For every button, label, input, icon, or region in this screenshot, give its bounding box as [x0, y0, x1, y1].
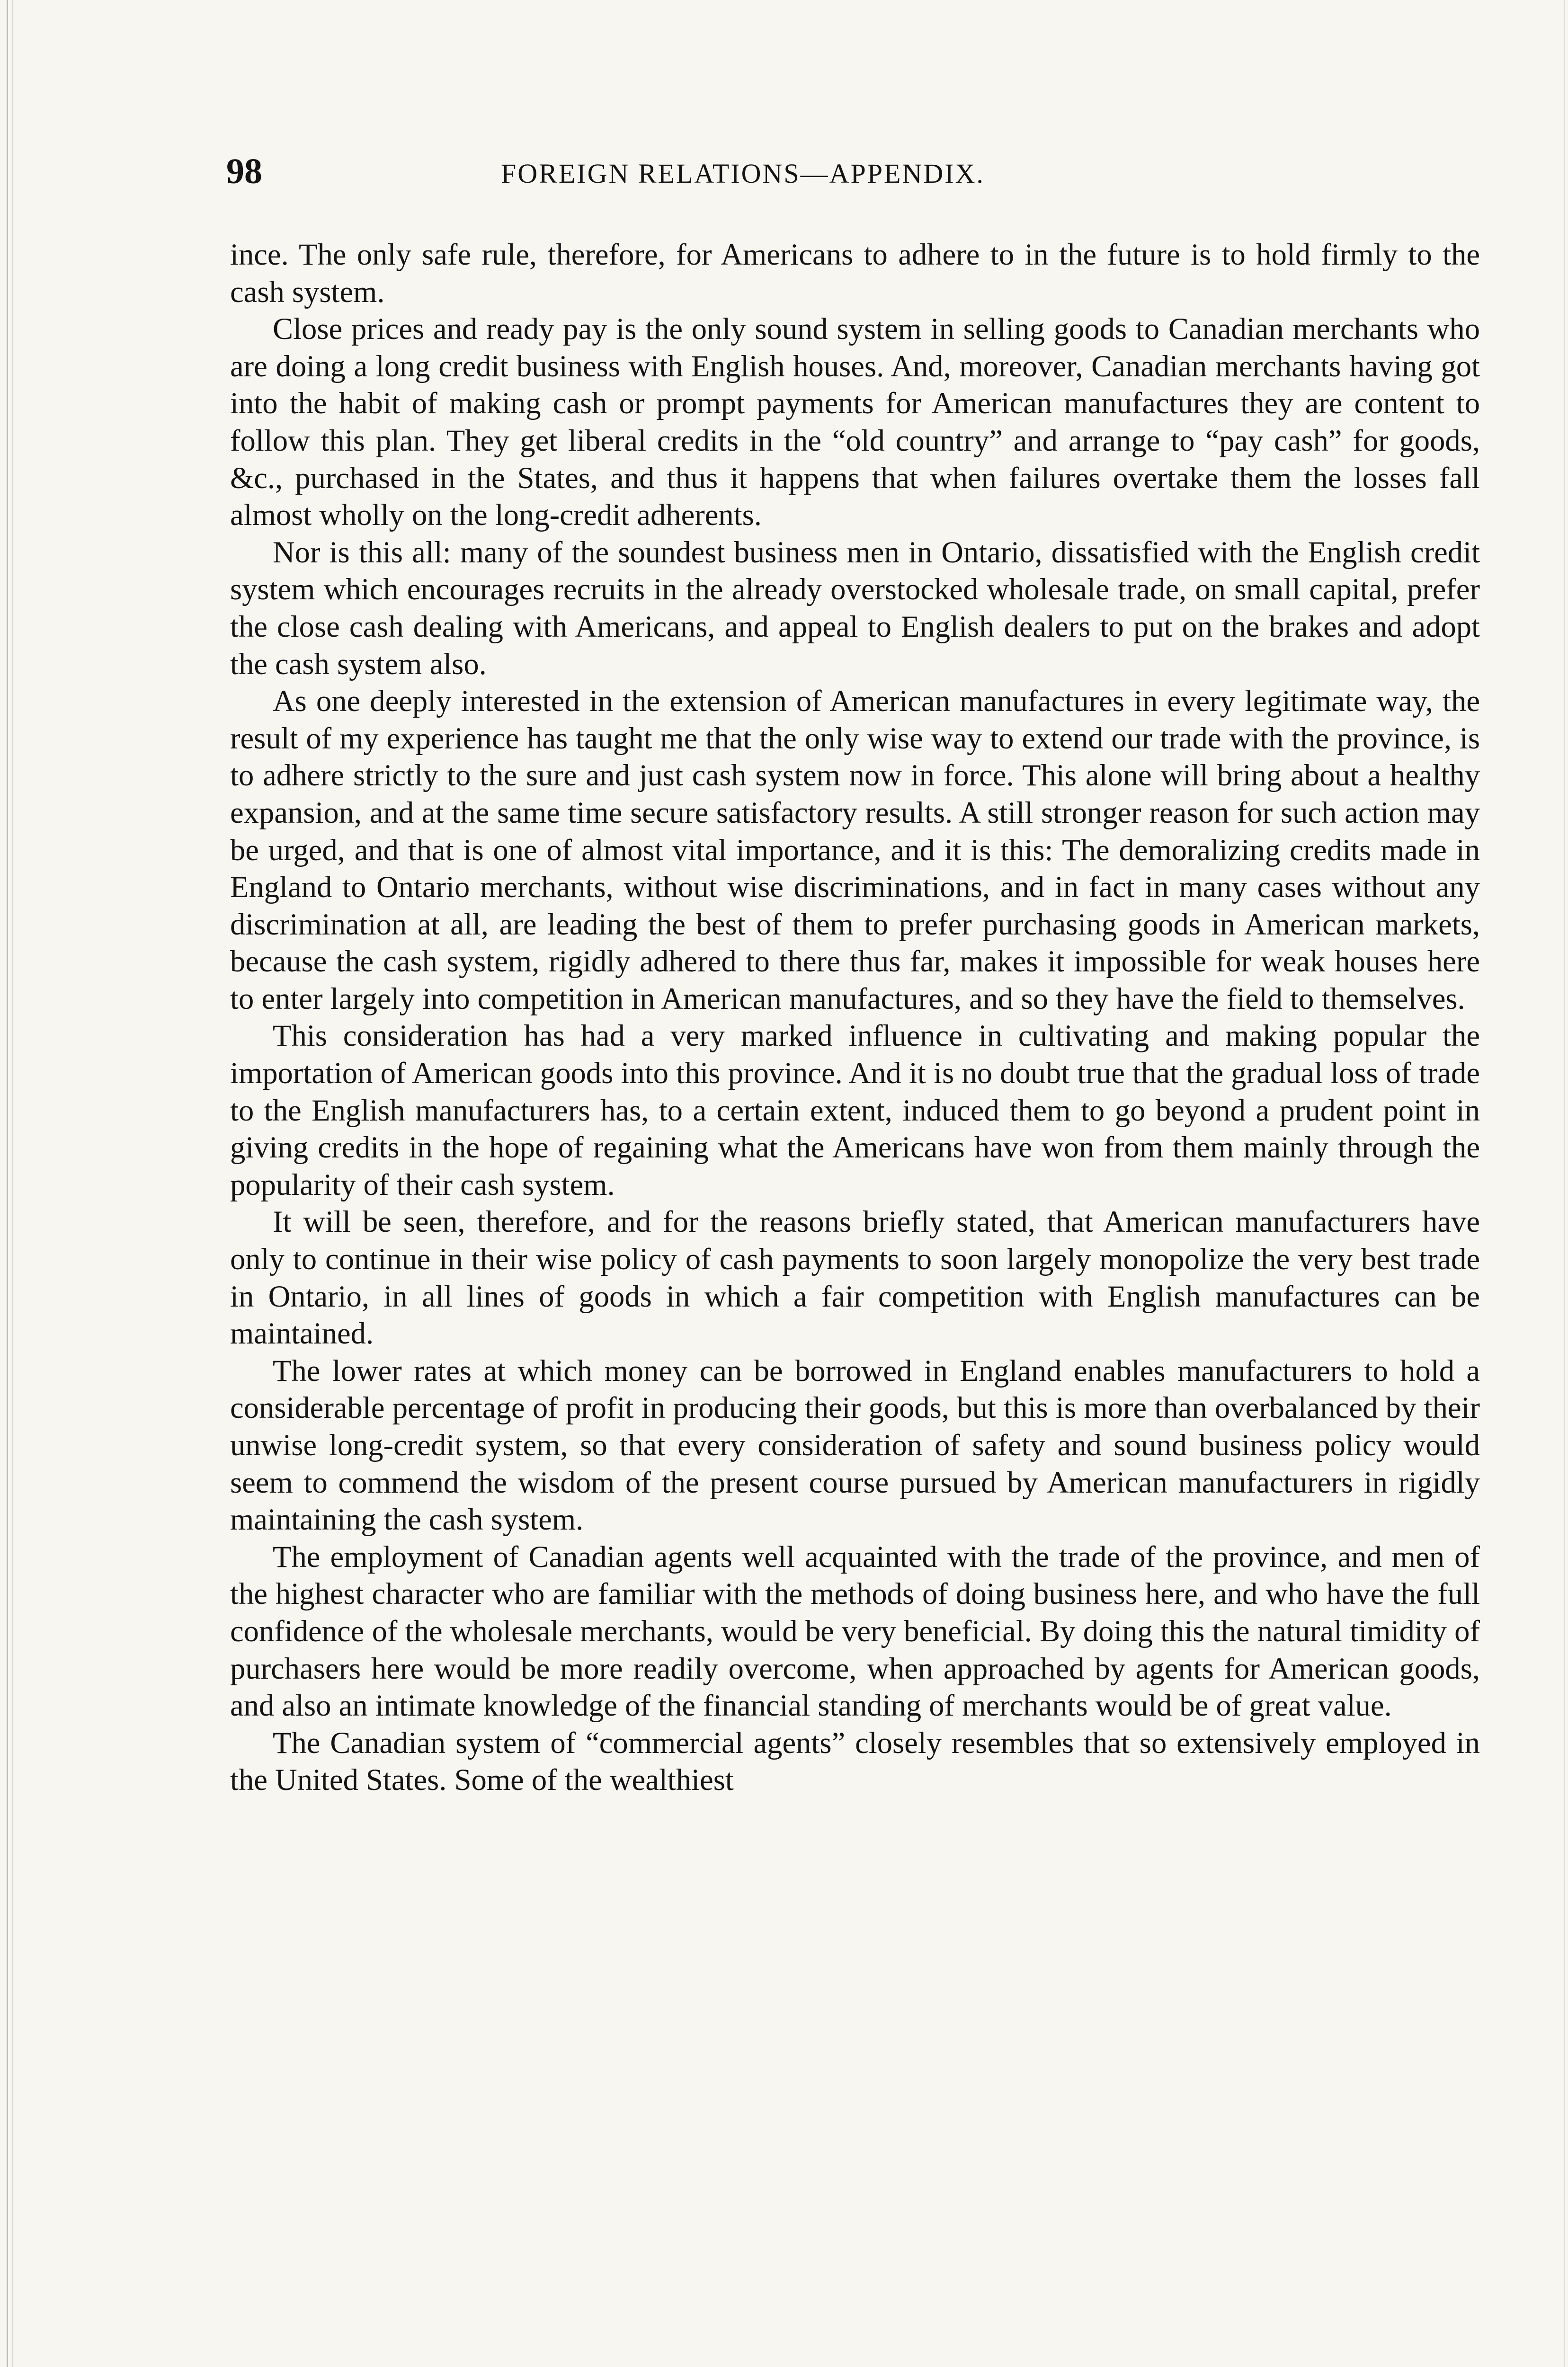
paragraph: This consideration has had a very marked influence in cultivating and making popular the importation of American goods into this province. And it is no doubt true that the gradual loss of trade to the English manufacturers has, to a certain extent, induced them to go beyond a prudent point in giving credits in the hope of regaining what the Americans have won from them mainly through the popularity of their cash system. [230, 1018, 1480, 1201]
paragraph: As one deeply interested in the extension of American manufactures in every legitimate way, the result of my experience has taught me that the only wise way to extend our trade with the province, is to adhere strictly to the sure and just cash system now in force. This alone will bring about a healthy expansion, and at the same time secure satisfactory results. A still stronger reason for such action may be urged, and that is one of almost vital importance, and it is this: The demoralizing credits made in England to Ontario merchants, without wise discriminations, and in fact in many cases without any discrimination at all, are leading the best of them to prefer purchasing goods in American markets, because the cash system, rigidly adhered to there thus far, makes it impossible for weak houses here to enter largely into competition in American manufactures, and so they have the field to themselves. [230, 684, 1480, 1015]
paragraph: Nor is this all: many of the soundest business men in Ontario, dissatisfied with the English credit system which encourages recruits in the already overstocked wholesale trade, on small capital, prefer the close cash dealing with Americans, and appeal to English dealers to put on the brakes and adopt the cash system also. [230, 534, 1480, 681]
body-text [230, 236, 1480, 1798]
page-number: 98 [226, 151, 262, 191]
page-header [226, 152, 1481, 190]
paragraph: The lower rates at which money can be borrowed in England enables manufacturers to hold a considerable percentage of profit in producing their goods, but this is more than overbalanced by their unwise long-credit system, so that every consideration of safety and sound business policy would seem to commend the wisdom of the present course pursued by American manufacturers in rigidly maintaining the cash system. [230, 1353, 1480, 1537]
binding-edge [7, 0, 8, 2367]
paragraph: Close prices and ready pay is the only sound system in selling goods to Canadian merchants who are doing a long credit business with English houses. And, moreover, Canadian merchants having got into the habit of making cash or prompt payments for American manufactures they are content to follow this plan. They get liberal credits in the “old country” and arrange to “pay cash” for goods, &c., purchased in the States, and thus it happens that when failures overtake them the losses fall almost wholly on the long-credit adherents. [230, 311, 1480, 532]
paragraph-continued: ince. The only safe rule, therefore, for Americans to adhere to in the future is to hold firmly to the cash system. [230, 237, 1480, 309]
paragraph: It will be seen, therefore, and for the reasons briefly stated, that American manufacturers have only to continue in their wise policy of cash payments to soon largely monopolize the very best trade in Ontario, in all lines of goods in which a fair competition with English manufactures can be maintained. [230, 1204, 1480, 1351]
page-right-edge [1564, 0, 1565, 2367]
paragraph: The Canadian system of “commercial agents” closely resembles that so extensively employed in the United States. Some of the wealthiest [230, 1725, 1480, 1797]
paragraph: The employment of Canadian agents well acquainted with the trade of the province, and men of the highest character who are familiar with the methods of doing business here, and who have the full confidence of the wholesale merchants, would be very beneficial. By doing this the natural timidity of purchasers here would be more readily overcome, when approached by agents for American goods, and also an intimate knowledge of the financial standing of merchants would be of great value. [230, 1539, 1480, 1723]
binding-edge-shadow [12, 0, 13, 2367]
running-head: FOREIGN RELATIONS—APPENDIX. [501, 158, 985, 189]
